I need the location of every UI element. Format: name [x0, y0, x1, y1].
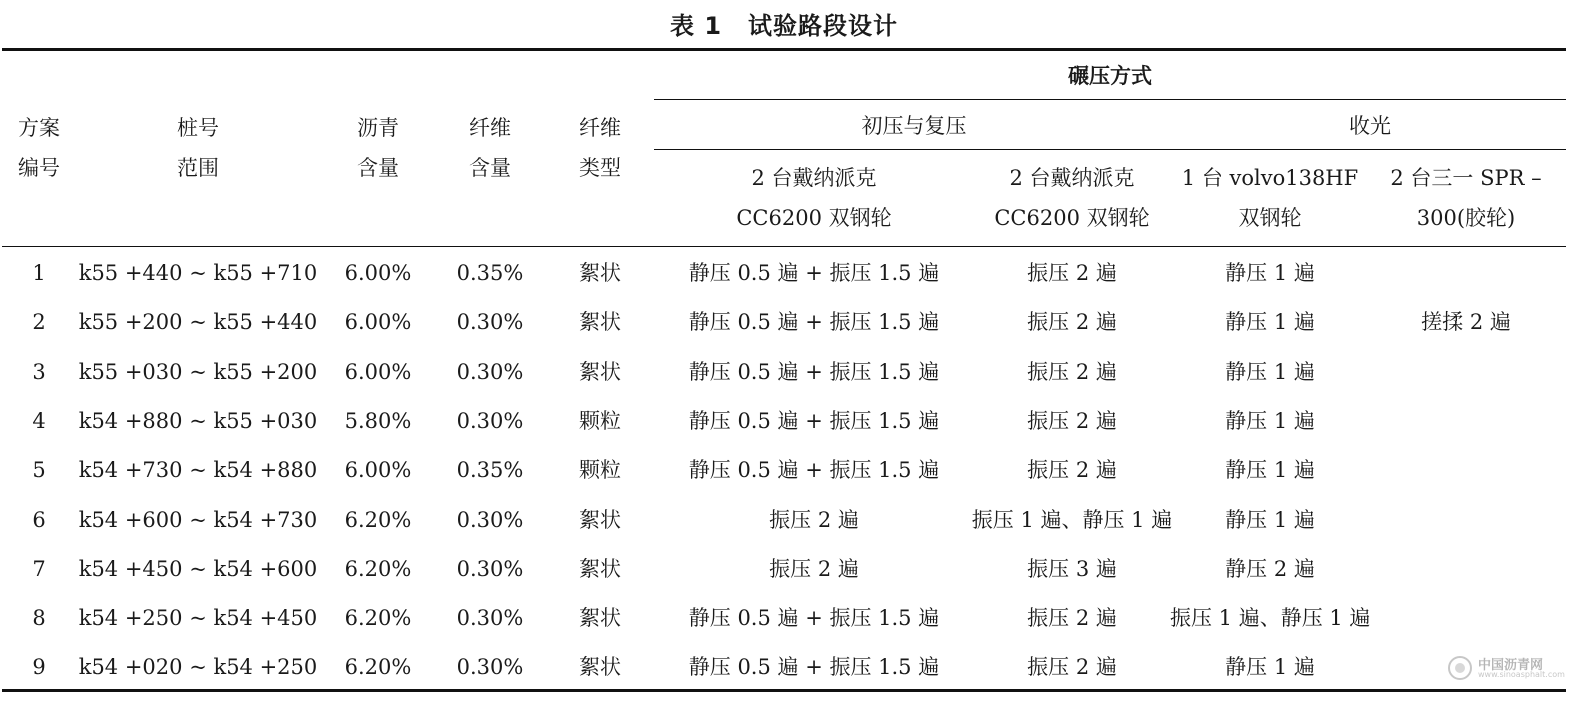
cell-r3: 静压 1 遍 [1225, 655, 1315, 680]
cell-r2: 振压 2 遍 [1027, 458, 1117, 483]
header-finish: 收光 [1349, 114, 1391, 138]
header-fiber-content-line2: 含量 [469, 156, 511, 180]
asphalt-logo-icon [1448, 656, 1472, 680]
cell-r1: 静压 0.5 遍 + 振压 1.5 遍 [688, 458, 940, 483]
top-rule [2, 48, 1566, 51]
cell-r2: 振压 2 遍 [1027, 606, 1117, 631]
header-roller2-line1: 2 台戴纳派克 [1009, 166, 1135, 190]
watermark-text: 中国沥青网 [1478, 658, 1544, 673]
cell-asphalt: 6.20% [344, 507, 412, 532]
cell-fiber: 0.30% [456, 556, 524, 581]
cell-type: 颗粒 [579, 408, 621, 433]
cell-r1: 静压 0.5 遍 + 振压 1.5 遍 [688, 655, 940, 680]
cell-r3: 静压 1 遍 [1225, 408, 1315, 433]
cell-r1: 静压 0.5 遍 + 振压 1.5 遍 [688, 261, 940, 285]
cell-fiber: 0.30% [456, 408, 524, 433]
cell-asphalt: 6.20% [344, 556, 412, 581]
cell-asphalt: 6.20% [344, 655, 412, 680]
cell-r1: 静压 0.5 遍 + 振压 1.5 遍 [688, 310, 940, 335]
cell-r3: 静压 1 遍 [1225, 458, 1315, 483]
header-station-line2: 范围 [177, 156, 219, 180]
cell-r1: 静压 0.5 遍 + 振压 1.5 遍 [688, 359, 940, 384]
cell-type: 絮状 [579, 310, 621, 335]
header-initial-re: 初压与复压 [861, 114, 967, 138]
cell-no: 1 [32, 261, 46, 285]
cell-asphalt: 6.20% [344, 606, 412, 631]
cell-range: k54 +450 ~ k54 +600 [78, 556, 318, 581]
cell-r2: 振压 2 遍 [1027, 261, 1117, 285]
subgroup-underline [654, 149, 1566, 150]
watermark [1448, 654, 1568, 684]
cell-type: 颗粒 [579, 458, 621, 483]
cell-type: 絮状 [579, 261, 621, 285]
header-roller2-line2: CC6200 双钢轮 [994, 206, 1150, 230]
cell-r3: 静压 1 遍 [1225, 310, 1315, 335]
header-fiber-type-line2: 类型 [579, 156, 621, 180]
cell-r3: 静压 2 遍 [1225, 556, 1315, 581]
cell-range: k54 +020 ~ k54 +250 [78, 655, 318, 680]
watermark-url: www.sinoasphalt.com [1478, 670, 1565, 679]
cell-r1: 振压 2 遍 [769, 507, 859, 532]
header-asphalt [318, 108, 438, 188]
header-rule [2, 246, 1566, 247]
bottom-rule [2, 689, 1566, 692]
table-caption [0, 6, 1568, 41]
cell-fiber: 0.30% [456, 310, 524, 335]
header-roller1-line2: CC6200 双钢轮 [736, 206, 892, 230]
cell-no: 8 [32, 606, 46, 631]
cell-range: k55 +200 ~ k55 +440 [78, 310, 318, 335]
cell-r3: 静压 1 遍 [1225, 507, 1315, 532]
cell-fiber: 0.30% [456, 507, 524, 532]
cell-no: 3 [32, 359, 46, 384]
cell-no: 9 [32, 655, 46, 680]
cell-fiber: 0.30% [456, 655, 524, 680]
cell-r1: 振压 2 遍 [769, 556, 859, 581]
header-asphalt-line1: 沥青 [357, 116, 399, 140]
cell-no: 7 [32, 556, 46, 581]
cell-range: k54 +250 ~ k54 +450 [78, 606, 318, 631]
cell-r2: 振压 2 遍 [1027, 408, 1117, 433]
cell-r2: 振压 3 遍 [1027, 556, 1117, 581]
header-roller1-line1: 2 台戴纳派克 [751, 166, 877, 190]
cell-r2: 振压 2 遍 [1027, 655, 1117, 680]
cell-range: k54 +880 ~ k55 +030 [78, 408, 318, 433]
header-fiber-type-line1: 纤维 [579, 116, 621, 140]
rolling-underline [654, 99, 1566, 100]
cell-fiber: 0.30% [456, 606, 524, 631]
header-fiber-content-line1: 纤维 [469, 116, 511, 140]
header-roller4-line1: 2 台三一 SPR – [1390, 166, 1542, 190]
cell-type: 絮状 [579, 507, 621, 532]
header-fiber-type [545, 108, 655, 188]
cell-r4: 搓揉 2 遍 [1421, 310, 1511, 335]
cell-no: 5 [32, 458, 46, 483]
cell-r1: 静压 0.5 遍 + 振压 1.5 遍 [688, 606, 940, 631]
cell-r2: 振压 2 遍 [1027, 359, 1117, 384]
header-roller4-line2: 300(胶轮) [1416, 206, 1516, 230]
header-roller4 [1368, 158, 1564, 238]
cell-r3: 静压 1 遍 [1225, 261, 1315, 285]
cell-r2: 振压 2 遍 [1027, 310, 1117, 335]
cell-range: k55 +440 ~ k55 +710 [78, 261, 318, 285]
cell-r1: 静压 0.5 遍 + 振压 1.5 遍 [688, 408, 940, 433]
cell-type: 絮状 [579, 359, 621, 384]
header-roller3-line1: 1 台 volvo138HF [1181, 166, 1359, 190]
cell-type: 絮状 [579, 556, 621, 581]
cell-asphalt: 6.00% [344, 261, 412, 285]
cell-r3: 振压 1 遍、静压 1 遍 [1170, 606, 1371, 631]
table-title: 试验路段设计 [748, 12, 899, 40]
cell-no: 2 [32, 310, 46, 335]
cell-fiber: 0.30% [456, 359, 524, 384]
cell-range: k54 +730 ~ k54 +880 [78, 458, 318, 483]
cell-no: 4 [32, 408, 46, 433]
header-roller3-line2: 双钢轮 [1238, 206, 1302, 230]
header-scheme-line1: 方案 [18, 116, 60, 140]
cell-asphalt: 6.00% [344, 310, 412, 335]
cell-r2: 振压 1 遍、静压 1 遍 [971, 507, 1173, 532]
cell-asphalt: 6.00% [344, 458, 412, 483]
cell-no: 6 [32, 507, 46, 532]
header-roller3 [1170, 158, 1370, 238]
header-rolling: 碾压方式 [1068, 64, 1152, 88]
header-scheme-line2: 编号 [18, 156, 60, 180]
header-roller1 [654, 158, 974, 238]
table-number: 表 1 [669, 12, 723, 40]
header-fiber-content [430, 108, 550, 188]
header-station-line1: 桩号 [177, 116, 219, 140]
cell-range: k55 +030 ~ k55 +200 [78, 359, 318, 384]
cell-r3: 静压 1 遍 [1225, 359, 1315, 384]
header-roller2 [962, 158, 1182, 238]
cell-asphalt: 5.80% [344, 408, 412, 433]
cell-type: 絮状 [579, 655, 621, 680]
cell-asphalt: 6.00% [344, 359, 412, 384]
cell-range: k54 +600 ~ k54 +730 [78, 507, 318, 532]
header-station [78, 108, 318, 188]
cell-type: 絮状 [579, 606, 621, 631]
cell-fiber: 0.35% [456, 458, 524, 483]
header-scheme [0, 108, 78, 188]
header-asphalt-line2: 含量 [357, 156, 399, 180]
cell-fiber: 0.35% [456, 261, 524, 285]
